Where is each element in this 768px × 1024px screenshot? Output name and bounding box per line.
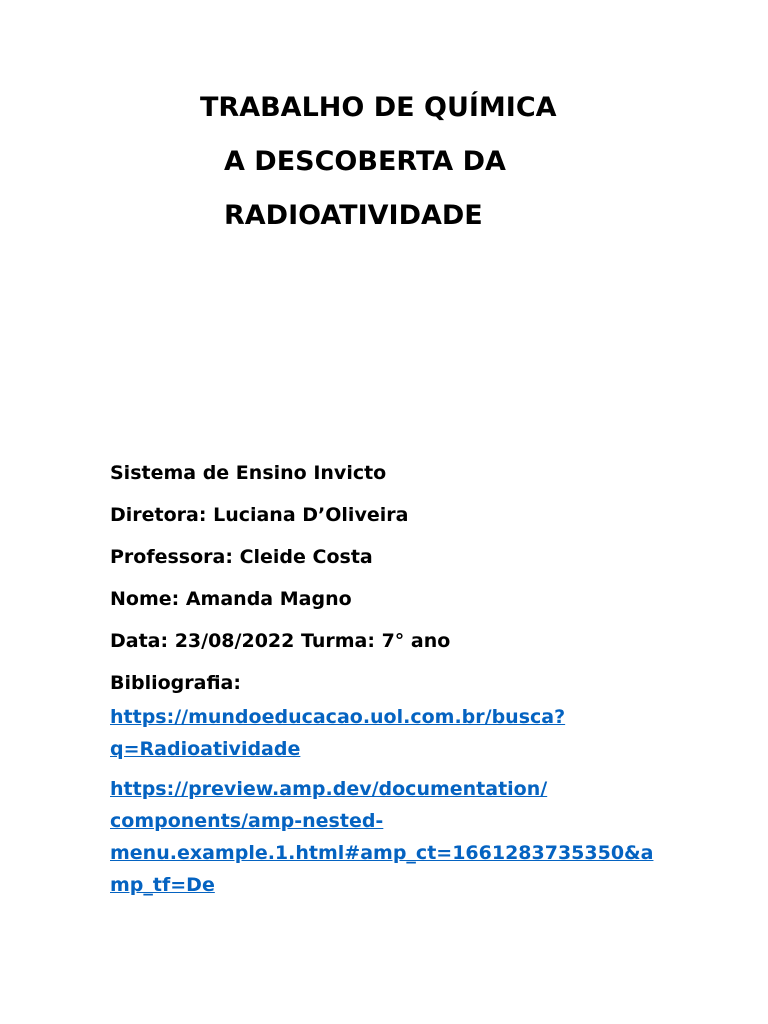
title-line-1: TRABALHO DE QUÍMICA bbox=[200, 92, 557, 123]
title-line-3: RADIOATIVIDADE bbox=[224, 200, 483, 231]
student-name-line: Nome: Amanda Magno bbox=[110, 588, 352, 610]
bibliography-link-2[interactable]: https://preview.amp.dev/documentation/ components/amp-nested- menu.example.1.html#amp_ct=1661283735350&a mp_tf=De bbox=[110, 778, 654, 896]
school-name: Sistema de Ensino Invicto bbox=[110, 462, 387, 484]
date-class-line: Data: 23/08/2022 Turma: 7° ano bbox=[110, 630, 451, 652]
director-line: Diretora: Luciana D’Oliveira bbox=[110, 504, 409, 526]
title-line-2: A DESCOBERTA DA bbox=[224, 146, 506, 177]
bibliography-label: Bibliografia: bbox=[110, 672, 241, 694]
bibliography-link-1[interactable]: https://mundoeducacao.uol.com.br/busca? q=Radioatividade bbox=[110, 706, 566, 760]
teacher-line: Professora: Cleide Costa bbox=[110, 546, 373, 568]
